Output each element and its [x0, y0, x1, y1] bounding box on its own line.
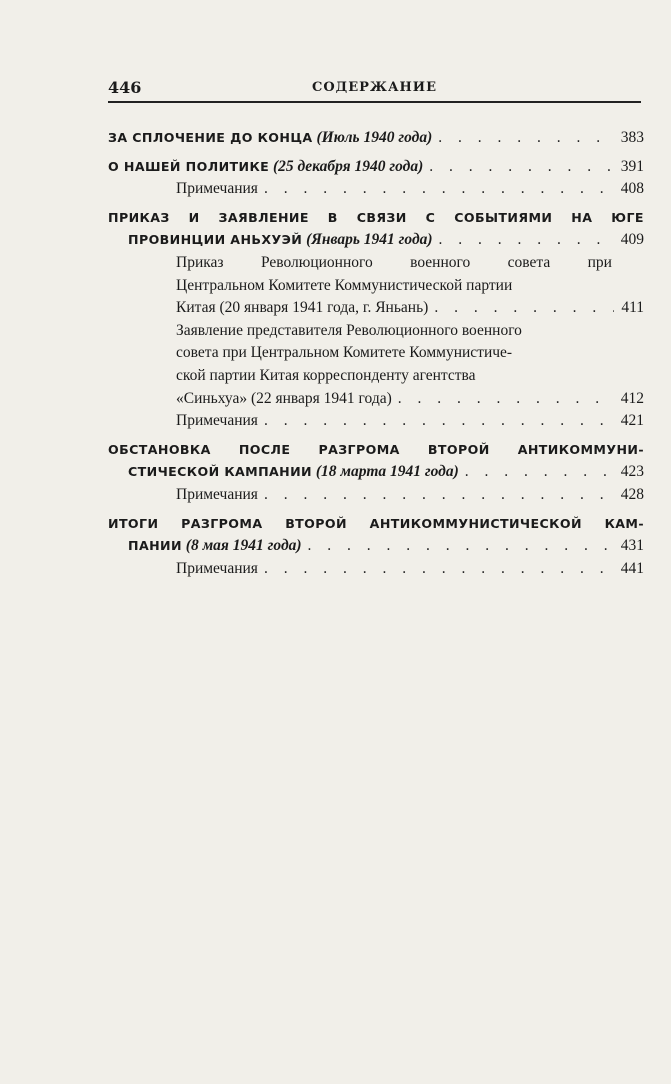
- entry-title-line: [176, 252, 612, 275]
- entry-page: 412: [620, 389, 644, 407]
- entry-title-line: [108, 439, 644, 462]
- entry-page: 411: [621, 299, 644, 317]
- entry-title-cont: «Синьхуа» (22 января 1941 года): [176, 389, 392, 407]
- toc-subentry-notes[interactable]: [108, 410, 644, 433]
- title-word: АНТИКОММУНИ-: [517, 441, 644, 457]
- title-word: ОБСТАНОВКА: [108, 441, 211, 457]
- entry-page: 391: [620, 157, 644, 175]
- entry-title: ЗА СПЛОЧЕНИЕ ДО КОНЦА: [108, 130, 313, 145]
- entry-date: (8 мая 1941 года): [185, 537, 302, 555]
- page-number: 446: [108, 78, 142, 97]
- entry-title-cont: ПРОВИНЦИИ АНЬХУЭЙ: [128, 232, 303, 248]
- toc-subentry-notes[interactable]: [108, 558, 644, 581]
- title-word: Революционного: [260, 253, 373, 271]
- title-word: ПРИКАЗ: [108, 209, 170, 225]
- title-word: СВЯЗИ: [356, 209, 407, 225]
- entry-page: 409: [620, 231, 644, 249]
- toc-entry[interactable]: [108, 127, 644, 150]
- title-word: КАМ-: [604, 515, 644, 531]
- title-word: совета: [507, 253, 551, 271]
- title-word: С: [425, 209, 436, 225]
- toc-subentry[interactable]: [108, 320, 644, 410]
- title-word: И: [188, 209, 200, 225]
- leader-dots: [438, 127, 614, 150]
- entry-date: (25 декабря 1940 года): [273, 157, 424, 175]
- toc-subentry-notes[interactable]: [108, 178, 644, 201]
- leader-dots: [264, 410, 614, 433]
- leader-dots: [465, 461, 614, 484]
- entry-title: Примечания: [176, 559, 258, 577]
- header-rule: [108, 101, 641, 103]
- running-title: СОДЕРЖАНИЕ: [311, 80, 438, 95]
- entry-page: 431: [620, 537, 644, 555]
- leader-dots: [429, 156, 614, 179]
- entry-title-cont: ской партии Китая корреспонденту агентства: [176, 366, 476, 384]
- entry-title: Примечания: [176, 412, 258, 430]
- toc-entry[interactable]: [108, 439, 644, 484]
- page-header: [108, 78, 641, 100]
- title-word: РАЗГРОМА: [318, 441, 400, 457]
- entry-title: Примечания: [176, 180, 258, 198]
- entry-date: (18 марта 1941 года): [315, 463, 459, 481]
- leader-dots: [264, 484, 614, 507]
- toc-entry[interactable]: [108, 156, 644, 179]
- entry-page: 423: [620, 463, 644, 481]
- entry-title-cont: Китая (20 января 1941 года, г. Яньань): [176, 299, 429, 317]
- leader-dots: [398, 388, 614, 411]
- leader-dots: [308, 535, 614, 558]
- title-word: АНТИКОММУНИСТИЧЕСКОЙ: [369, 515, 582, 531]
- title-word: СОБЫТИЯМИ: [454, 209, 553, 225]
- entry-title-line: [108, 513, 644, 536]
- toc-entry[interactable]: [108, 513, 644, 558]
- entry-date: (Июль 1940 года): [316, 129, 433, 146]
- entry-title: О НАШЕЙ ПОЛИТИКЕ: [108, 158, 270, 174]
- entry-title-cont: СТИЧЕСКОЙ КАМПАНИИ: [128, 464, 312, 480]
- entry-title-line: [108, 207, 644, 230]
- entry-title-cont: совета при Центральном Комитете Коммунистиче-: [176, 344, 513, 362]
- title-word: ВТОРОЙ: [427, 441, 490, 457]
- title-word: военного: [410, 253, 471, 271]
- entry-page: 408: [620, 180, 644, 198]
- toc-subentry-notes[interactable]: [108, 484, 644, 507]
- entry-page: 428: [620, 485, 644, 503]
- title-word: РАЗГРОМА: [181, 515, 263, 531]
- entry-page: 383: [620, 129, 644, 146]
- leader-dots: [264, 558, 614, 581]
- title-word: НА: [571, 209, 593, 225]
- leader-dots: [434, 297, 614, 320]
- leader-dots: [264, 178, 614, 201]
- entry-title-cont: Центральном Комитете Коммунистической партии: [176, 276, 513, 294]
- title-word: ИТОГИ: [108, 515, 159, 531]
- toc-entry[interactable]: [108, 207, 644, 252]
- title-word: ЮГЕ: [611, 209, 644, 225]
- table-of-contents: [108, 127, 644, 580]
- title-word: В: [327, 209, 338, 225]
- title-word: ПОСЛЕ: [238, 441, 291, 457]
- toc-subentry[interactable]: [108, 252, 644, 320]
- title-word: Приказ: [176, 253, 224, 271]
- entry-date: (Январь 1941 года): [306, 231, 433, 249]
- leader-dots: [439, 229, 614, 252]
- entry-title-cont: ПАНИИ: [128, 538, 182, 554]
- entry-title: Примечания: [176, 485, 258, 503]
- title-word: при: [587, 253, 612, 271]
- entry-page: 441: [620, 559, 644, 577]
- entry-page: 421: [620, 412, 644, 430]
- title-word: ВТОРОЙ: [285, 515, 347, 531]
- title-word: ЗАЯВЛЕНИЕ: [218, 209, 309, 225]
- entry-title-line: Заявление представителя Революционного военного: [176, 321, 522, 339]
